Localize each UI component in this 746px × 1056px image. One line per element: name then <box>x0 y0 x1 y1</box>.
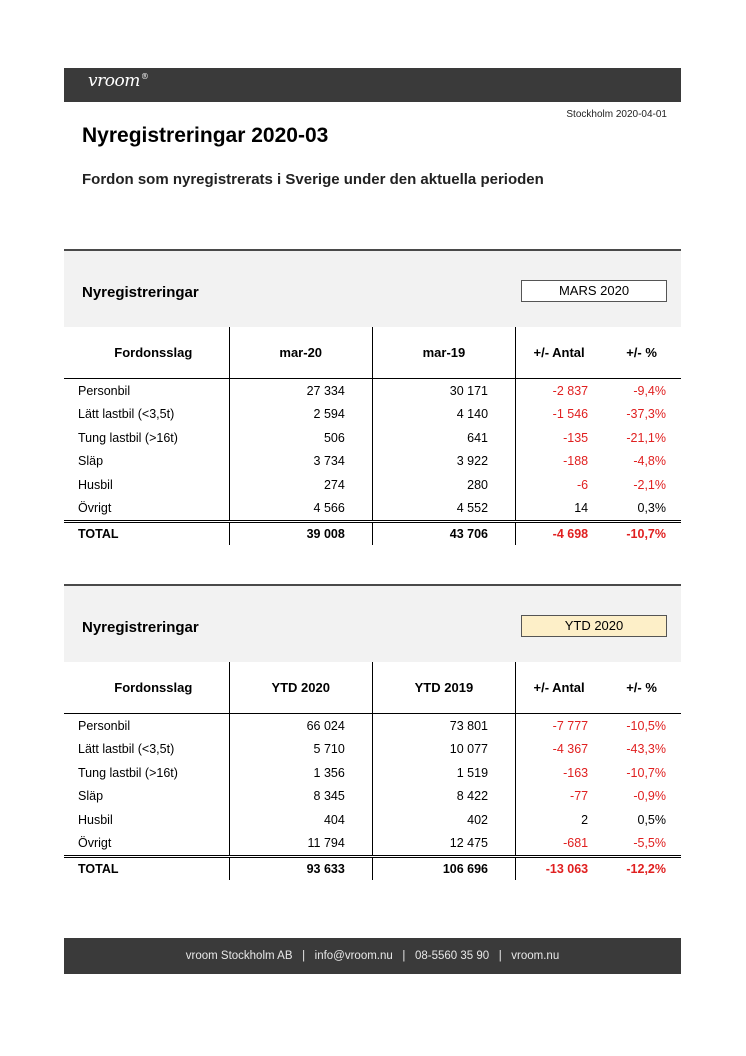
diff-count-cell: -6 <box>577 477 589 492</box>
table-row <box>64 832 681 857</box>
previous-value-cell: 4 140 <box>372 403 515 427</box>
diff-count-cell: -2 837 <box>552 383 589 398</box>
diff-count-cell: 2 <box>581 812 589 827</box>
table-row <box>64 403 681 427</box>
current-value-cell: 39 008 <box>229 522 372 546</box>
previous-value-cell: 1 519 <box>372 761 515 785</box>
section-title: Nyregistreringar <box>82 619 199 636</box>
top-bar <box>64 68 681 102</box>
diff-percent-cell: -43,3% <box>626 742 666 757</box>
vehicle-type-cell: Övrigt <box>64 497 229 522</box>
current-value-cell: 404 <box>229 808 372 832</box>
column-header: +/- Antal <box>516 662 603 714</box>
current-value-cell: 274 <box>229 473 372 497</box>
table-row <box>64 738 681 762</box>
table-row <box>64 785 681 809</box>
page-title: Nyregistreringar 2020-03 <box>82 124 329 147</box>
vehicle-type-cell: Personbil <box>64 714 229 738</box>
current-value-cell: 4 566 <box>229 497 372 522</box>
previous-value-cell: 12 475 <box>372 832 515 857</box>
column-header: YTD 2019 <box>372 662 515 714</box>
vehicle-type-cell: Släp <box>64 785 229 809</box>
column-header: +/- % <box>602 662 681 714</box>
total-row <box>64 857 681 881</box>
table-row <box>64 761 681 785</box>
diff-percent-cell: -37,3% <box>626 407 666 422</box>
current-value-cell: 66 024 <box>229 714 372 738</box>
diff-count-cell: -135 <box>563 430 589 445</box>
table-row <box>64 450 681 474</box>
diff-percent-cell: -0,9% <box>633 789 666 804</box>
diff-percent-cell: -10,7% <box>626 765 666 780</box>
diff-count-cell: -681 <box>516 832 603 857</box>
current-value-cell: 506 <box>229 426 372 450</box>
section-header <box>64 584 681 662</box>
current-value-cell: 5 710 <box>229 738 372 762</box>
diff-count-cell: -77 <box>570 789 589 804</box>
column-header: +/- % <box>602 327 681 379</box>
table-row <box>64 714 681 738</box>
current-value-cell: 1 356 <box>229 761 372 785</box>
vehicle-type-cell: Släp <box>64 450 229 474</box>
current-value-cell: 2 594 <box>229 403 372 427</box>
column-header: mar-19 <box>372 327 515 379</box>
previous-value-cell: 641 <box>372 426 515 450</box>
diff-count-cell: -188 <box>563 454 589 469</box>
period-label: YTD 2020 <box>521 615 667 637</box>
table-row <box>64 808 681 832</box>
table-header-row <box>64 662 681 714</box>
previous-value-cell: 4 552 <box>372 497 515 522</box>
current-value-cell: 3 734 <box>229 450 372 474</box>
diff-percent-cell: -4,8% <box>633 454 666 469</box>
table-row <box>64 473 681 497</box>
diff-percent-cell: -21,1% <box>626 430 666 445</box>
diff-percent-cell: -10,7% <box>626 527 666 541</box>
vehicle-type-cell: Lätt lastbil (<3,5t) <box>64 403 229 427</box>
previous-value-cell: 106 696 <box>372 857 515 881</box>
period-label: MARS 2020 <box>521 280 667 302</box>
previous-value-cell: 3 922 <box>372 450 515 474</box>
document-date: Stockholm 2020-04-01 <box>566 109 667 120</box>
total-row <box>64 522 681 546</box>
column-header: Fordonsslag <box>64 327 229 379</box>
current-value-cell: 11 794 <box>229 832 372 857</box>
previous-value-cell: 43 706 <box>372 522 515 546</box>
vehicle-type-cell: Personbil <box>64 379 229 403</box>
table-header-row <box>64 327 681 379</box>
diff-count-cell: -4 367 <box>552 742 589 757</box>
diff-percent-cell: -5,5% <box>602 832 681 857</box>
vehicle-type-cell: Tung lastbil (>16t) <box>64 761 229 785</box>
diff-percent-cell: 0,5% <box>637 812 666 827</box>
diff-count-cell: -163 <box>563 765 589 780</box>
section-header <box>64 249 681 327</box>
column-header: YTD 2020 <box>229 662 372 714</box>
previous-value-cell: 402 <box>372 808 515 832</box>
previous-value-cell: 73 801 <box>372 714 515 738</box>
ytd-table <box>64 662 681 880</box>
diff-percent-cell: 0,3% <box>602 497 681 522</box>
current-value-cell: 93 633 <box>229 857 372 881</box>
diff-count-cell: -13 063 <box>545 862 589 876</box>
table-row <box>64 497 681 522</box>
diff-percent-cell: -9,4% <box>633 383 666 398</box>
vehicle-type-cell: Husbil <box>64 473 229 497</box>
column-header: +/- Antal <box>516 327 603 379</box>
vehicle-type-cell: Husbil <box>64 808 229 832</box>
diff-percent-cell: -10,5% <box>626 718 666 733</box>
previous-value-cell: 10 077 <box>372 738 515 762</box>
diff-count-cell: -4 698 <box>552 527 589 541</box>
diff-percent-cell: -12,2% <box>626 862 666 876</box>
footer-bar: vroom Stockholm AB | info@vroom.nu | 08-5560 35 90 | vroom.nu <box>64 938 681 974</box>
current-value-cell: 8 345 <box>229 785 372 809</box>
vehicle-type-cell: Övrigt <box>64 832 229 857</box>
table-row <box>64 426 681 450</box>
vehicle-type-cell: TOTAL <box>64 522 229 546</box>
previous-value-cell: 8 422 <box>372 785 515 809</box>
column-header: Fordonsslag <box>64 662 229 714</box>
previous-value-cell: 30 171 <box>372 379 515 403</box>
table-row <box>64 379 681 403</box>
diff-count-cell: -1 546 <box>552 407 589 422</box>
month-table <box>64 327 681 545</box>
vehicle-type-cell: Lätt lastbil (<3,5t) <box>64 738 229 762</box>
vehicle-type-cell: TOTAL <box>64 857 229 881</box>
section-title: Nyregistreringar <box>82 284 199 301</box>
page-subtitle: Fordon som nyregistrerats i Sverige under den aktuella perioden <box>82 171 544 188</box>
diff-percent-cell: -2,1% <box>633 477 666 492</box>
column-header: mar-20 <box>229 327 372 379</box>
vehicle-type-cell: Tung lastbil (>16t) <box>64 426 229 450</box>
diff-count-cell: -7 777 <box>552 718 589 733</box>
previous-value-cell: 280 <box>372 473 515 497</box>
current-value-cell: 27 334 <box>229 379 372 403</box>
vroom-logo: vroom® <box>88 71 149 91</box>
diff-count-cell: 14 <box>516 497 603 522</box>
